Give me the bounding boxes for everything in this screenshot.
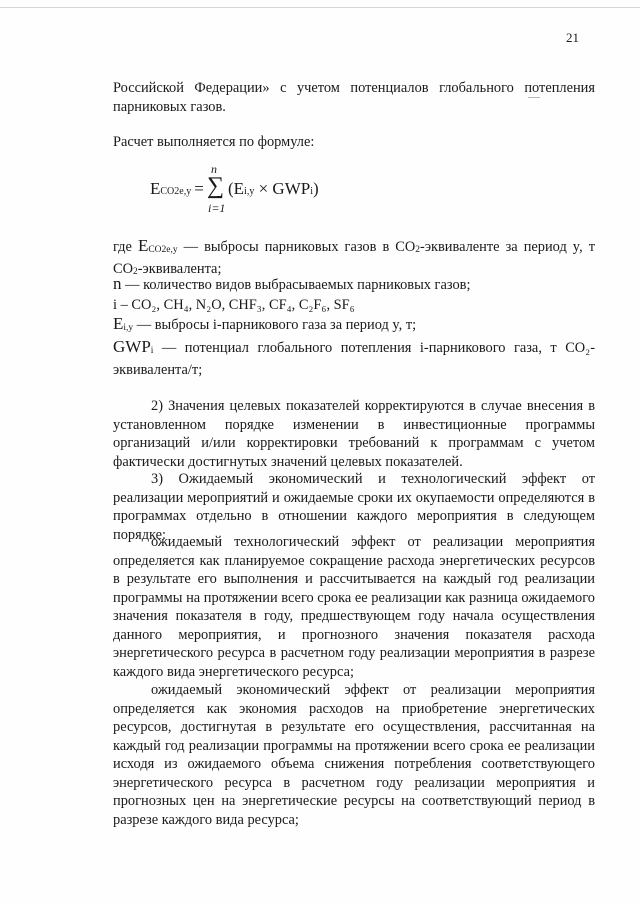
where-ei-definition: Ei,y — выбросы i-парникового газа за период y, т;: [113, 314, 417, 333]
page-number: 21: [566, 30, 579, 45]
where-gwp-definition: GWPi — потенциал глобального потепления i-парникового газа, т CO₂-эквивалента/т;: [113, 337, 595, 378]
where-i-definition: i – CO₂, CH₄, N₂O, CHF₃, CF₄, C₂F₆, SF₆: [113, 297, 355, 313]
calc-label: Расчет выполняется по формуле:: [113, 134, 315, 150]
where-n-definition: n — количество видов выбрасываемых парниковых газов;: [113, 274, 471, 293]
paragraph-3: 3) Ожидаемый экономический и технологический эффект от реализации мероприятий и ожидаемые сроки их окупаемости определяются в программах отдельно в отношении каждого мероприятия в следующем порядке:: [113, 471, 595, 543]
emissions-formula: [150, 162, 380, 218]
sum-symbol: ∑: [207, 173, 225, 199]
paragraph-technological-effect: ожидаемый технологический эффект от реализации мероприятия определяется как планируемое сокращение расхода энергетических ресурсов в результате его выполнения и рассчитывается на каждый год реализации программы на протяжении всего срока ее реализации как разница ожидаемого значения показателя в году, предшествующем году начала осуществления данного мероприятия, и прогнозного значения показателя расхода энергетического ресурса в расчетном году реализации мероприятия в разрезе каждого вида энергетического ресурса;: [113, 534, 595, 680]
paragraph-2: 2) Значения целевых показателей корректируются в случае внесения в установленном порядке изменении в инвестиционные программы организаций и/или корректировки требований к программам с учетом фактически достигнутых значений целевых показателей.: [113, 398, 595, 470]
formula-lower-limit: i=1: [208, 201, 226, 215]
intro-paragraph: Российской Федерации» с учетом потенциалов глобального потепления парниковых газов.: [113, 80, 595, 115]
scan-edge-line: [0, 7, 640, 8]
paragraph-economic-effect: ожидаемый экономический эффект от реализации мероприятия определяется как экономия расходов на приобретение энергетических ресурсов, достигнутая в результате его осуществления, рассчитанная на каждый год реализации программы на протяжении всего срока ее реализации исходя из ожидаемого объема снижения потребления соответствующего энергетического ресурса в расчетном году реализации мероприятия и прогнозных цен на энергетические ресурсы на соответствующий период в разрезе каждого вида ресурса;: [113, 682, 595, 828]
where-e-definition: где ECO2e,y — выбросы парниковых газов в CO2-эквиваленте за период y, т CO2-эквивалента;: [113, 236, 595, 277]
formula-rhs: (Ei,y × GWPi): [228, 179, 319, 198]
formula-lhs: ECO2e,y =: [150, 179, 204, 198]
formula-upper-limit: n: [211, 162, 217, 176]
